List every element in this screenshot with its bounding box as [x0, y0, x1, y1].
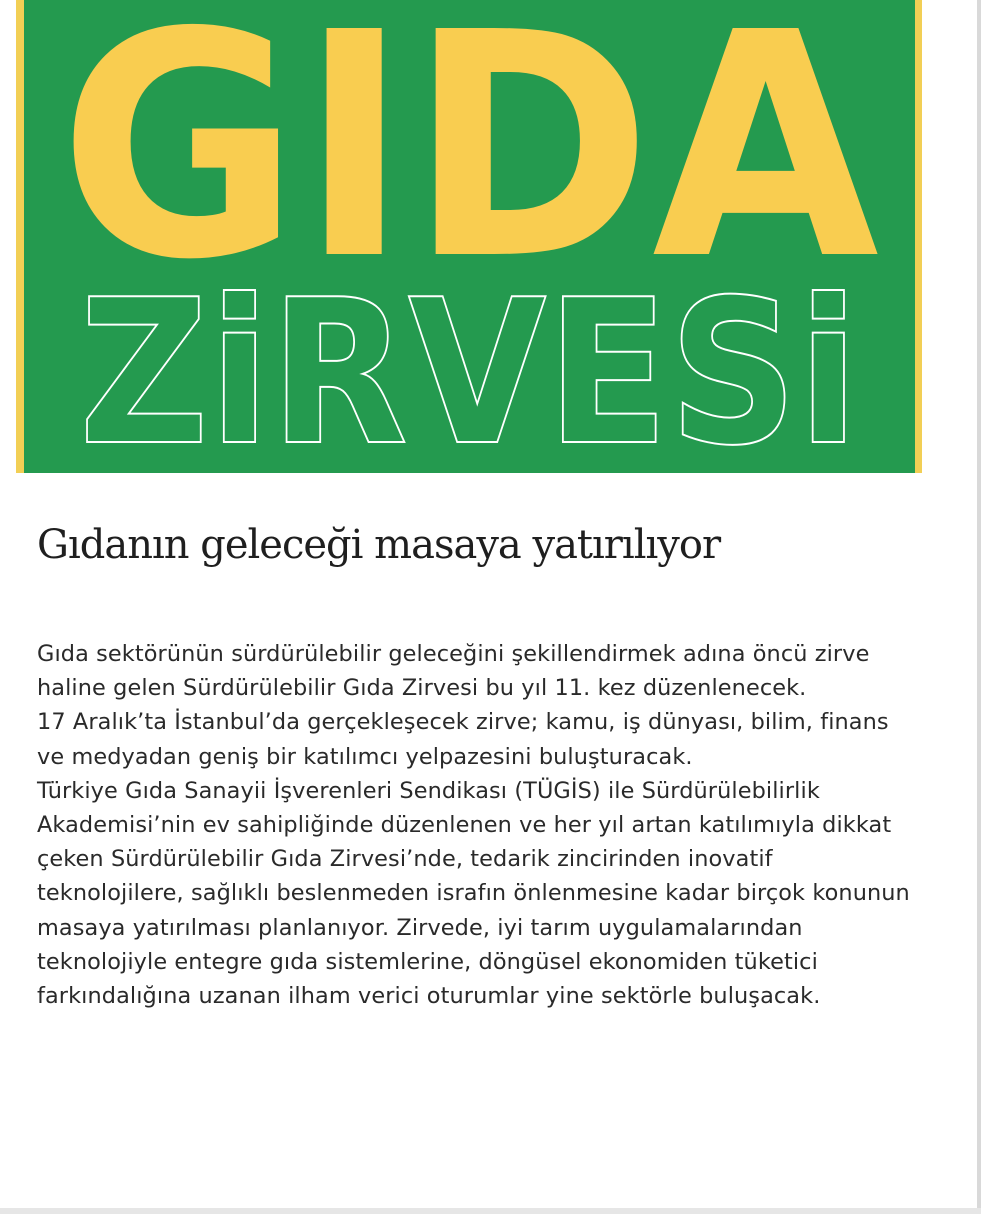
- article-body: [37, 637, 917, 1013]
- page-edge: [977, 0, 981, 1214]
- page-bottom-edge: [0, 1208, 981, 1214]
- event-banner: [16, 0, 922, 473]
- banner-lettering: [24, 0, 915, 473]
- banner-green-panel: [24, 0, 915, 473]
- article-paragraph: 17 Aralık’ta İstanbul’da gerçekleşecek zirve; kamu, iş dünyası, bilim, finans ve medyadan geniş bir katılımcı yelpazesini buluşturacak.: [37, 709, 889, 770]
- article-headline: Gıdanın geleceği masaya yatırılıyor: [37, 522, 721, 568]
- banner-title-zirvesi: ZiRVESi: [79, 257, 859, 473]
- article-paragraph: Gıda sektörünün sürdürülebilir geleceğini şekillendirmek adına öncü zirve haline gelen Sürdürülebilir Gıda Zirvesi bu yıl 11. kez düzenlenecek.: [37, 641, 870, 702]
- article-paragraph: Türkiye Gıda Sanayii İşverenleri Sendikası (TÜGİS) ile Sürdürülebilirlik Akademisi’nin ev sahipliğinde düzenlenen ve her yıl artan katılımıyla dikkat çeken Sürdürülebilir Gıda Zirvesi’nde, tedarik zincirinden inovatif teknolojilere, sağlıklı beslenmeden israfın önlenmesine kadar birçok konunun masaya yatırılması planlanıyor. Zirvede, iyi tarım uygulamalarından teknolojiyle entegre gıda sistemlerine, döngüsel ekonomiden tüketici farkındalığına uzanan ilham verici oturumlar yine sektörle buluşacak.: [37, 777, 910, 1010]
- banner-title-gida: GIDA: [59, 0, 882, 328]
